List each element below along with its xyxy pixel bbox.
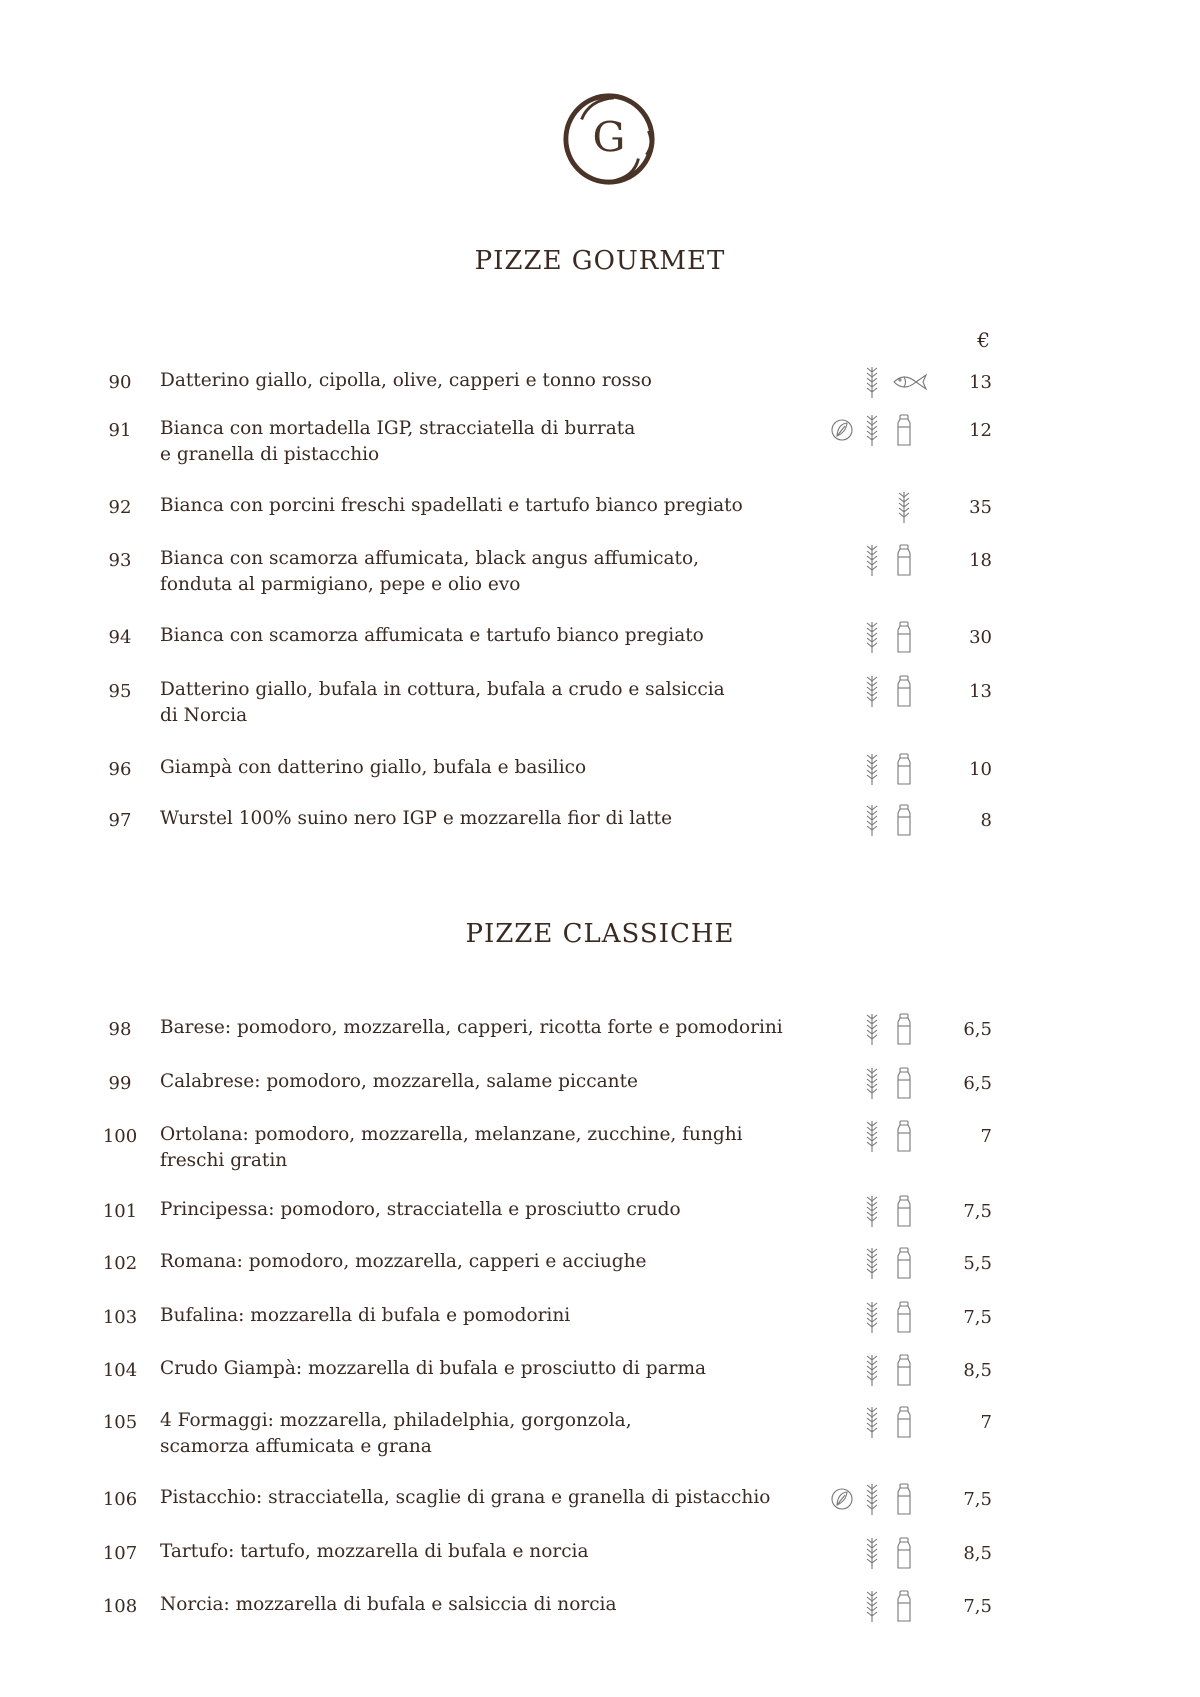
wheat-icon	[860, 1588, 884, 1624]
allergen-icons	[830, 619, 920, 655]
pistachio-icon	[830, 1481, 854, 1517]
milk-icon	[892, 412, 916, 448]
item-description	[160, 623, 800, 649]
item-description-line: Bianca con scamorza affumicata e tartufo bianco pregiato	[160, 625, 704, 646]
item-description-line: scamorza affumicata e grana	[160, 1436, 432, 1457]
item-price: 35	[969, 497, 992, 518]
item-price: 6,5	[963, 1019, 992, 1040]
item-price: 8,5	[963, 1543, 992, 1564]
item-price: 7	[980, 1126, 992, 1147]
item-price: 12	[969, 420, 992, 441]
allergen-icons	[830, 364, 920, 400]
item-description-line: Norcia: mozzarella di bufala e salsiccia di norcia	[160, 1594, 617, 1615]
item-description	[160, 1122, 800, 1174]
fish-icon	[890, 364, 930, 400]
milk-icon	[892, 751, 916, 787]
menu-item-95	[0, 681, 1200, 741]
item-price: 7,5	[963, 1201, 992, 1222]
item-description	[160, 1069, 800, 1095]
menu-item-100	[0, 1126, 1200, 1186]
wheat-icon	[860, 1352, 884, 1388]
item-description	[160, 1015, 800, 1041]
pistachio-icon	[830, 412, 854, 448]
item-price: 7	[980, 1412, 992, 1433]
wheat-icon	[860, 1245, 884, 1281]
item-description-line: Bianca con scamorza affumicata, black angus affumicato,	[160, 548, 699, 569]
allergen-icons	[830, 1245, 920, 1281]
item-description	[160, 546, 800, 598]
item-price: 30	[969, 627, 992, 648]
wheat-icon	[860, 751, 884, 787]
currency-symbol: €	[977, 328, 990, 352]
item-price: 8	[980, 810, 992, 831]
allergen-icons	[830, 489, 920, 525]
item-description-line: Bianca con mortadella IGP, stracciatella di burrata	[160, 418, 636, 439]
milk-icon	[892, 619, 916, 655]
wheat-icon	[860, 1118, 884, 1154]
allergen-icons	[830, 412, 920, 448]
item-description-line: Barese: pomodoro, mozzarella, capperi, ricotta forte e pomodorini	[160, 1017, 783, 1038]
item-number: 102	[102, 1253, 138, 1274]
wheat-icon	[860, 542, 884, 578]
item-description-line: Datterino giallo, bufala in cottura, bufala a crudo e salsiccia	[160, 679, 725, 700]
wheat-icon	[860, 1481, 884, 1517]
wheat-icon	[860, 412, 884, 448]
item-description-line: Pistacchio: stracciatella, scaglie di grana e granella di pistacchio	[160, 1487, 771, 1508]
item-description-line: Bianca con porcini freschi spadellati e tartufo bianco pregiato	[160, 495, 743, 516]
milk-icon	[892, 1011, 916, 1047]
section-title-classiche: PIZZE CLASSICHE	[465, 919, 735, 949]
item-number: 90	[108, 372, 132, 393]
item-number: 103	[102, 1307, 138, 1328]
section-title-gourmet: PIZZE GOURMET	[474, 246, 726, 276]
item-description	[160, 806, 800, 832]
item-price: 6,5	[963, 1073, 992, 1094]
item-description	[160, 1303, 800, 1329]
wheat-icon	[860, 802, 884, 838]
item-description-line: Romana: pomodoro, mozzarella, capperi e acciughe	[160, 1251, 647, 1272]
item-number: 92	[108, 497, 132, 518]
allergen-icons	[830, 1352, 920, 1388]
wheat-icon	[860, 1193, 884, 1229]
wheat-icon	[860, 1404, 884, 1440]
item-description	[160, 677, 800, 729]
item-description-line: Ortolana: pomodoro, mozzarella, melanzane, zucchine, funghi	[160, 1124, 743, 1145]
allergen-icons	[830, 1118, 920, 1154]
item-description	[160, 1408, 800, 1460]
item-price: 7,5	[963, 1489, 992, 1510]
item-description	[160, 368, 800, 394]
item-price: 7,5	[963, 1307, 992, 1328]
item-description-line: Crudo Giampà: mozzarella di bufala e prosciutto di parma	[160, 1358, 707, 1379]
milk-icon	[892, 802, 916, 838]
item-description	[160, 493, 800, 519]
milk-icon	[892, 1535, 916, 1571]
milk-icon	[892, 1299, 916, 1335]
milk-icon	[892, 1588, 916, 1624]
milk-icon	[892, 1193, 916, 1229]
item-description	[160, 1485, 800, 1511]
item-price: 13	[969, 372, 992, 393]
wheat-icon	[860, 1535, 884, 1571]
milk-icon	[892, 1065, 916, 1101]
wheat-icon	[860, 619, 884, 655]
item-description-line: Datterino giallo, cipolla, olive, capperi e tonno rosso	[160, 370, 652, 391]
item-description-line: Giampà con datterino giallo, bufala e basilico	[160, 757, 587, 778]
menu-item-108	[0, 1596, 1200, 1656]
item-price: 13	[969, 681, 992, 702]
allergen-icons	[830, 1481, 920, 1517]
item-number: 101	[102, 1201, 138, 1222]
item-description	[160, 1197, 800, 1223]
wheat-icon	[860, 364, 884, 400]
item-price: 18	[969, 550, 992, 571]
item-number: 96	[108, 759, 132, 780]
menu-item-91	[0, 420, 1200, 480]
item-number: 106	[102, 1489, 138, 1510]
allergen-icons	[830, 673, 920, 709]
item-description-line: freschi gratin	[160, 1150, 288, 1171]
wheat-icon	[892, 489, 916, 525]
logo-g-icon	[560, 90, 658, 188]
wheat-icon	[860, 1011, 884, 1047]
milk-icon	[892, 1352, 916, 1388]
item-description	[160, 755, 800, 781]
milk-icon	[892, 673, 916, 709]
item-description	[160, 1356, 800, 1382]
item-description-line: Calabrese: pomodoro, mozzarella, salame piccante	[160, 1071, 638, 1092]
item-number: 104	[102, 1360, 138, 1381]
item-number: 93	[108, 550, 132, 571]
item-description	[160, 1539, 800, 1565]
milk-icon	[892, 1481, 916, 1517]
allergen-icons	[830, 1011, 920, 1047]
item-number: 100	[102, 1126, 138, 1147]
item-price: 10	[969, 759, 992, 780]
item-number: 99	[108, 1073, 132, 1094]
allergen-icons	[830, 1065, 920, 1101]
item-description-line: Tartufo: tartufo, mozzarella di bufala e norcia	[160, 1541, 589, 1562]
item-description-line: Principessa: pomodoro, stracciatella e prosciutto crudo	[160, 1199, 681, 1220]
item-number: 97	[108, 810, 132, 831]
item-description-line: e granella di pistacchio	[160, 444, 380, 465]
wheat-icon	[860, 1065, 884, 1101]
milk-icon	[892, 1245, 916, 1281]
item-price: 8,5	[963, 1360, 992, 1381]
item-description-line: Bufalina: mozzarella di bufala e pomodorini	[160, 1305, 571, 1326]
milk-icon	[892, 1404, 916, 1440]
allergen-icons	[830, 1404, 920, 1440]
item-description	[160, 416, 800, 468]
menu-item-93	[0, 550, 1200, 610]
item-description-line: 4 Formaggi: mozzarella, philadelphia, gorgonzola,	[160, 1410, 632, 1431]
allergen-icons	[830, 1588, 920, 1624]
svg-text:G: G	[592, 113, 626, 162]
item-number: 94	[108, 627, 132, 648]
allergen-icons	[830, 542, 920, 578]
item-number: 107	[102, 1543, 138, 1564]
item-number: 108	[102, 1596, 138, 1617]
milk-icon	[892, 542, 916, 578]
menu-item-105	[0, 1412, 1200, 1472]
wheat-icon	[860, 673, 884, 709]
milk-icon	[892, 1118, 916, 1154]
item-description-line: di Norcia	[160, 705, 248, 726]
item-number: 95	[108, 681, 132, 702]
allergen-icons	[830, 751, 920, 787]
item-price: 5,5	[963, 1253, 992, 1274]
item-description	[160, 1249, 800, 1275]
item-description-line: Wurstel 100% suino nero IGP e mozzarella fior di latte	[160, 808, 673, 829]
item-description-line: fonduta al parmigiano, pepe e olio evo	[160, 574, 521, 595]
item-number: 98	[108, 1019, 132, 1040]
item-price: 7,5	[963, 1596, 992, 1617]
menu-item-97	[0, 810, 1200, 870]
allergen-icons	[830, 1299, 920, 1335]
allergen-icons	[830, 802, 920, 838]
item-number: 91	[108, 420, 132, 441]
item-description	[160, 1592, 800, 1618]
wheat-icon	[860, 1299, 884, 1335]
allergen-icons	[830, 1193, 920, 1229]
allergen-icons	[830, 1535, 920, 1571]
item-number: 105	[102, 1412, 138, 1433]
